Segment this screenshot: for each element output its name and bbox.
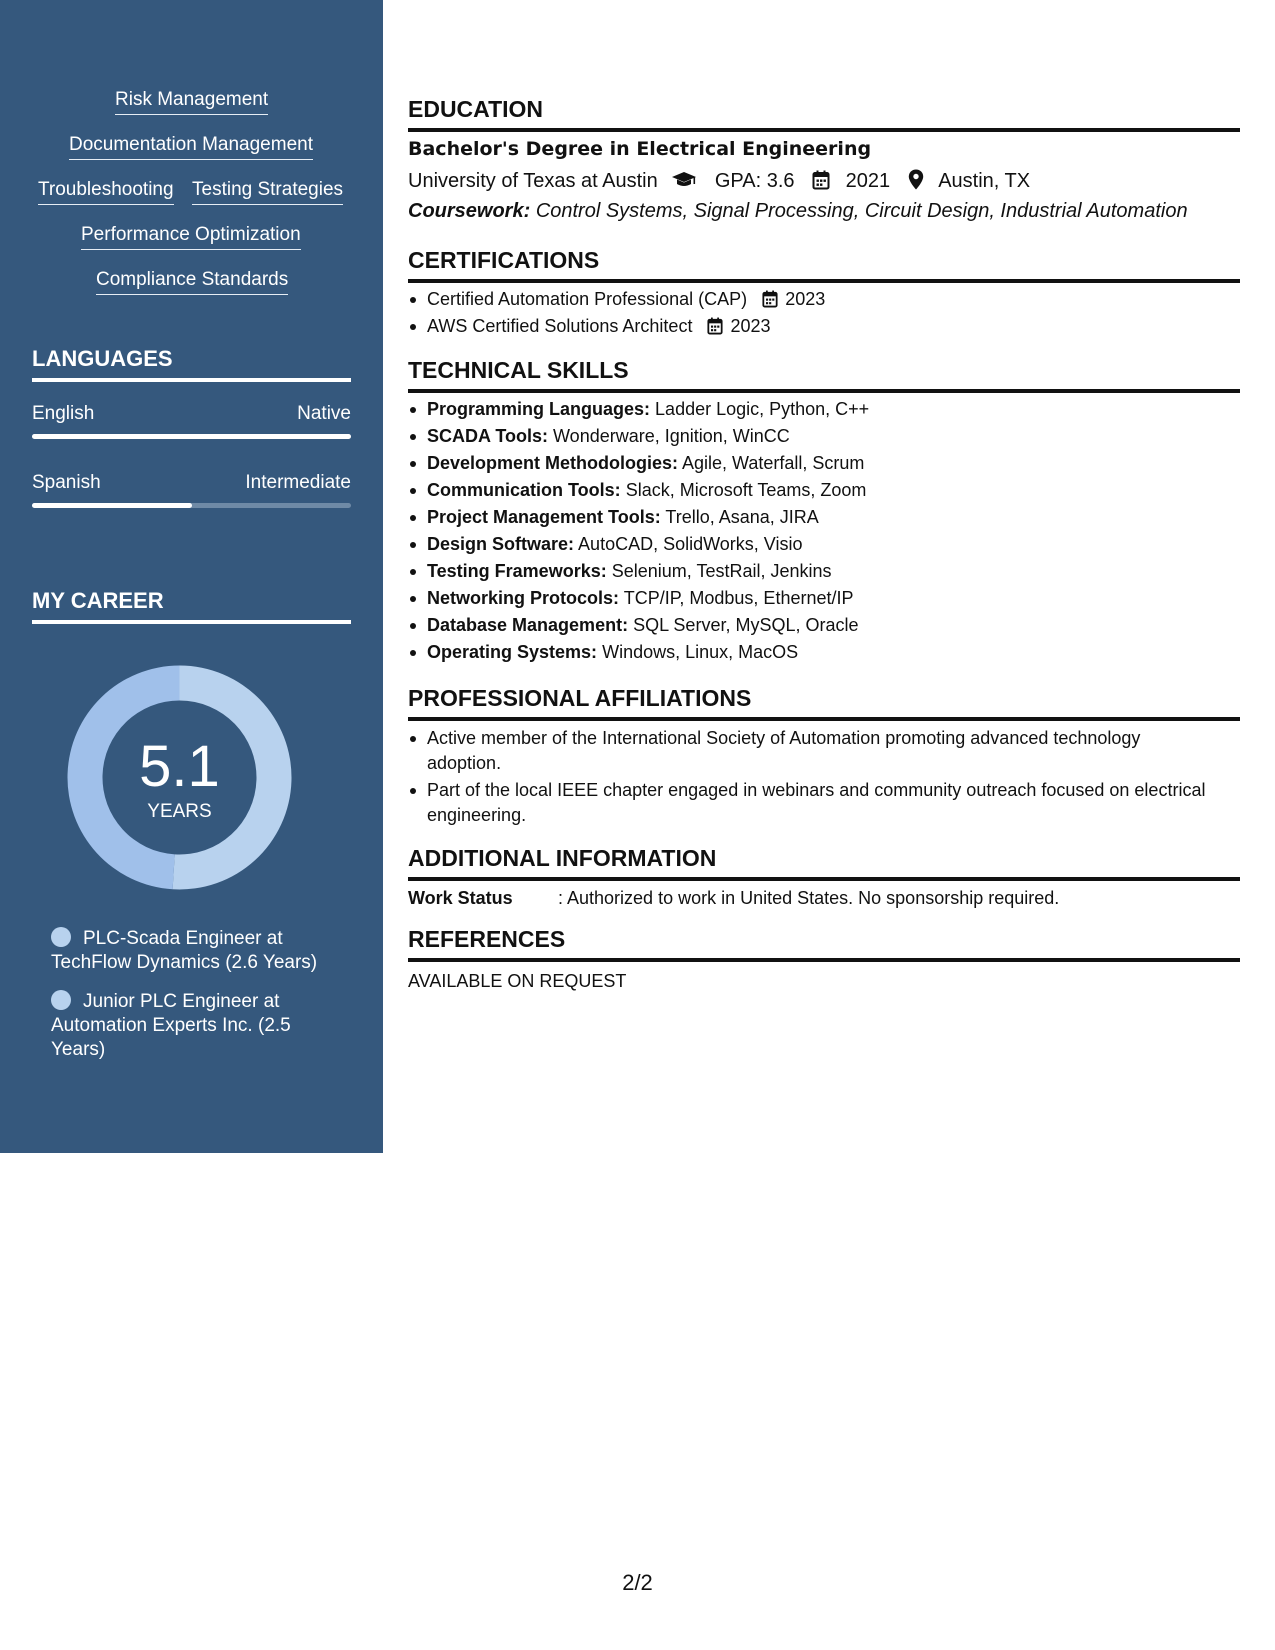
language-proficiency-bar: [32, 503, 351, 508]
career-bullet-dot: [51, 990, 71, 1010]
affiliation-item: Part of the local IEEE chapter engaged in webinars and community outreach focused on electrical engineering.: [408, 778, 1208, 828]
references-text: AVAILABLE ON REQUEST: [408, 971, 627, 991]
skill-values: SQL Server, MySQL, Oracle: [633, 615, 859, 635]
technical-skill-item: [408, 396, 1238, 423]
skill-tag: Troubleshooting: [38, 179, 174, 205]
language-level: Intermediate: [245, 472, 351, 493]
skill-category: SCADA Tools:: [427, 426, 548, 446]
gpa: GPA: 3.6: [714, 170, 795, 192]
language-proficiency-fill: [32, 503, 192, 508]
education-location: Austin, TX: [938, 170, 1031, 192]
technical-skills-list: [408, 396, 1238, 666]
school-name: University of Texas at Austin: [408, 170, 658, 192]
graduation-year: 2021: [845, 170, 891, 192]
affiliations-heading: PROFESSIONAL AFFILIATIONS: [408, 685, 1240, 721]
skill-values: Selenium, TestRail, Jenkins: [611, 561, 832, 581]
technical-skill-item: [408, 531, 1238, 558]
certification-name: AWS Certified Solutions Architect: [427, 316, 693, 336]
coursework-list: Control Systems, Signal Processing, Circuit Design, Industrial Automation: [535, 200, 1188, 222]
technical-skill-item: [408, 423, 1238, 450]
affiliations-list: [408, 726, 1208, 830]
language-row: [32, 403, 351, 425]
coursework-line: [408, 200, 1188, 223]
technical-skill-item: [408, 612, 1238, 639]
technical-skill-item: [408, 450, 1238, 477]
degree-title: Bachelor's Degree in Electrical Engineering: [408, 138, 872, 160]
certification-year: 2023: [730, 316, 771, 336]
certification-item: [408, 286, 1238, 313]
skill-tag: Documentation Management: [69, 134, 313, 160]
certifications-list: [408, 286, 1238, 340]
skill-values: TCP/IP, Modbus, Ethernet/IP: [623, 588, 854, 608]
calendar-icon: [707, 317, 723, 335]
skill-tag: Testing Strategies: [192, 179, 343, 205]
skill-values: Windows, Linux, MacOS: [602, 642, 799, 662]
skill-category: Operating Systems:: [427, 642, 598, 662]
technical-skill-item: [408, 477, 1238, 504]
page-number: 2/2: [622, 1570, 653, 1595]
skill-category: Development Methodologies:: [427, 453, 679, 473]
skill-values: Slack, Microsoft Teams, Zoom: [625, 480, 867, 500]
work-status-label: Work Status: [408, 888, 513, 908]
location-pin-icon: [908, 169, 924, 190]
skill-tag: Risk Management: [115, 89, 268, 115]
graduation-cap-icon: [671, 170, 697, 190]
language-proficiency-bar: [32, 434, 351, 439]
career-item-text: Junior PLC Engineer at Automation Experts Inc. (2.5 Years): [51, 991, 291, 1060]
technical-skill-item: [408, 504, 1238, 531]
skill-category: Database Management:: [427, 615, 629, 635]
career-item: [51, 927, 341, 975]
calendar-icon: [812, 170, 830, 190]
sidebar: [0, 0, 383, 1153]
skill-category: Project Management Tools:: [427, 507, 661, 527]
skill-values: AutoCAD, SolidWorks, Visio: [578, 534, 803, 554]
skill-category: Communication Tools:: [427, 480, 621, 500]
language-proficiency-fill: [32, 434, 351, 439]
skill-values: Ladder Logic, Python, C++: [655, 399, 870, 419]
career-heading: MY CAREER: [32, 588, 351, 624]
calendar-icon: [762, 290, 778, 308]
education-details: [408, 169, 1030, 193]
technical-skill-item: [408, 585, 1238, 612]
coursework-label: Coursework:: [408, 200, 531, 222]
technical-skill-item: [408, 639, 1238, 666]
career-item-text: PLC-Scada Engineer at TechFlow Dynamics (2.6 Years): [51, 928, 318, 973]
skill-category: Design Software:: [427, 534, 575, 554]
language-name: Spanish: [32, 472, 101, 493]
certification-year: 2023: [785, 289, 826, 309]
additional-info-heading: ADDITIONAL INFORMATION: [408, 845, 1240, 881]
skill-values: Trello, Asana, JIRA: [665, 507, 819, 527]
skill-tag: Performance Optimization: [81, 224, 301, 250]
certification-name: Certified Automation Professional (CAP): [427, 289, 748, 309]
skill-tag: Compliance Standards: [96, 269, 288, 295]
career-years-label: YEARS: [147, 801, 212, 822]
references-heading: REFERENCES: [408, 926, 1240, 962]
work-status-value: : Authorized to work in United States. No sponsorship required.: [558, 888, 1060, 908]
affiliation-item: Active member of the International Society of Automation promoting advanced technology adoption.: [408, 726, 1208, 776]
work-status-row: [408, 888, 1059, 909]
skill-values: Wonderware, Ignition, WinCC: [553, 426, 790, 446]
language-row: [32, 472, 351, 494]
career-bullet-dot: [51, 927, 71, 947]
certification-item: [408, 313, 1238, 340]
skill-category: Programming Languages:: [427, 399, 651, 419]
career-total-years: 5.1: [139, 734, 220, 799]
language-name: English: [32, 403, 95, 424]
skill-values: Agile, Waterfall, Scrum: [682, 453, 865, 473]
education-heading: EDUCATION: [408, 96, 1240, 132]
skill-category: Testing Frameworks:: [427, 561, 607, 581]
career-item: [51, 990, 341, 1062]
language-level: Native: [297, 403, 351, 424]
technical-skills-heading: TECHNICAL SKILLS: [408, 357, 1240, 393]
languages-heading: LANGUAGES: [32, 346, 351, 382]
technical-skill-item: [408, 558, 1238, 585]
certifications-heading: CERTIFICATIONS: [408, 247, 1240, 283]
skill-category: Networking Protocols:: [427, 588, 620, 608]
